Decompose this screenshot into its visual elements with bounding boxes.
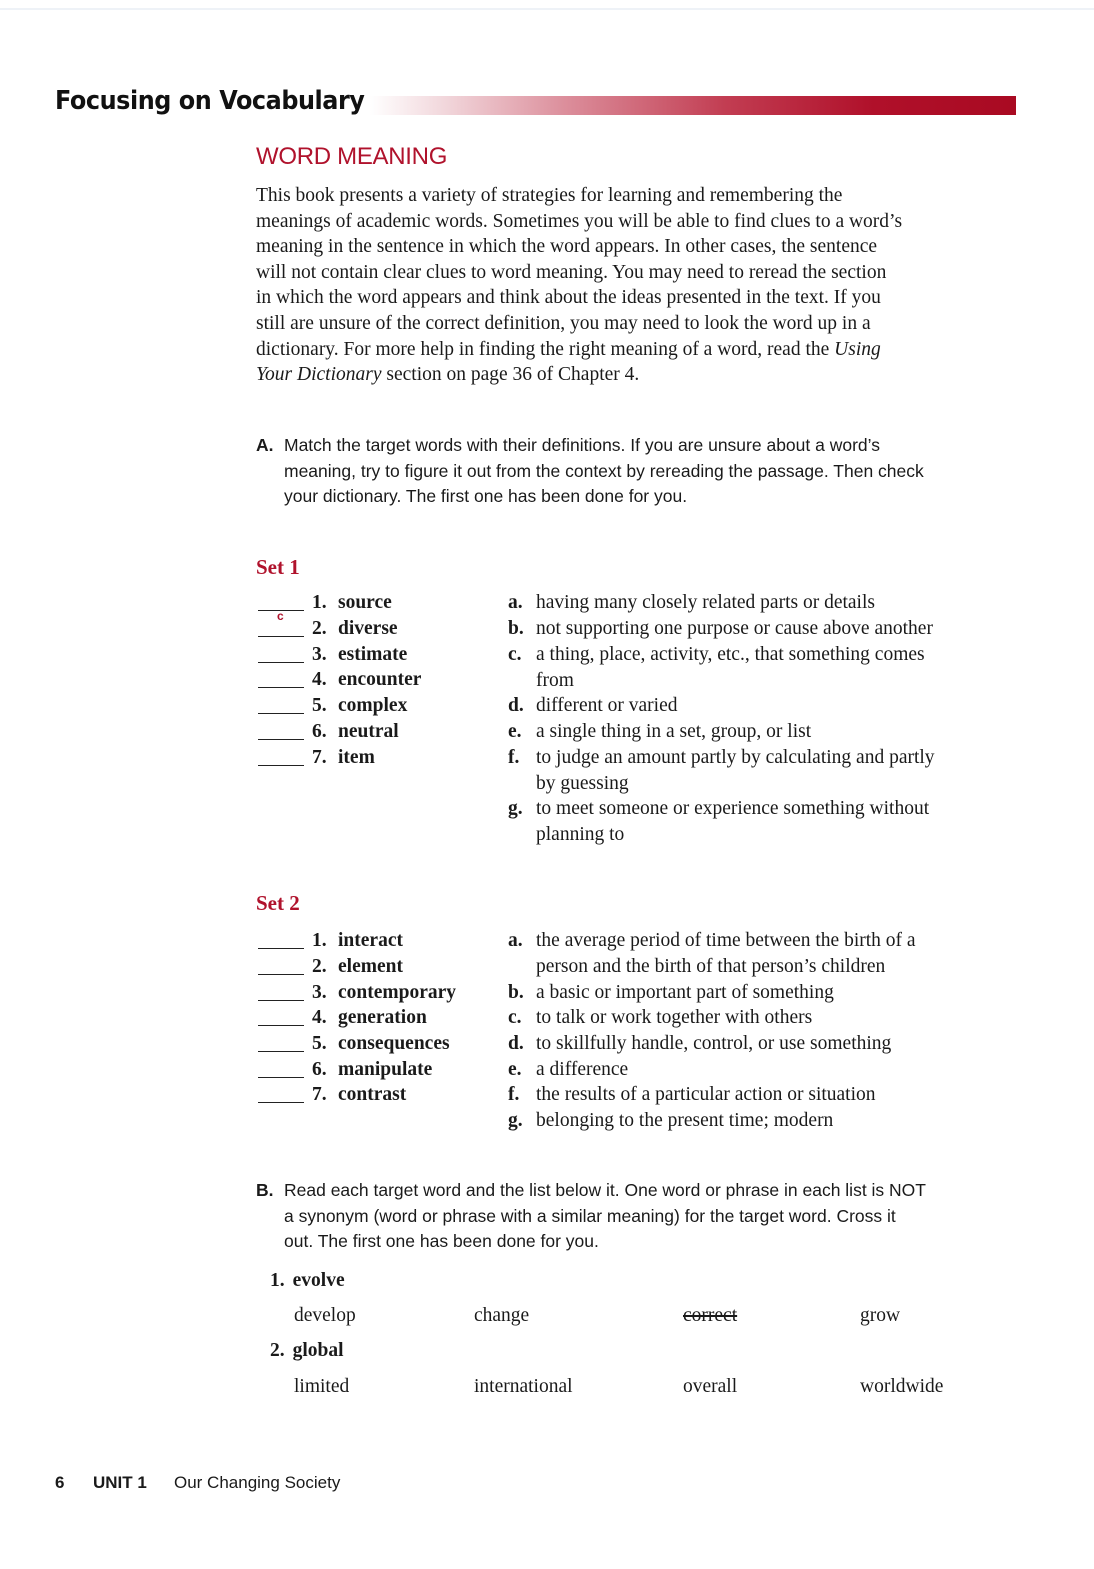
- definition-item: [508, 1082, 1028, 1108]
- synonym-number: 1.: [270, 1270, 285, 1291]
- word-number: 7.: [312, 1084, 327, 1105]
- intro-italic-text: Using: [834, 338, 881, 360]
- definition-text: a thing, place, activity, etc., that something comes: [536, 644, 925, 665]
- subheading: WORD MEANING: [256, 143, 448, 170]
- definition-text: to judge an amount partly by calculating and partly: [536, 747, 935, 768]
- word-number: 5.: [312, 1033, 327, 1054]
- target-word: source: [338, 592, 392, 613]
- synonym-target-word: global: [292, 1340, 344, 1361]
- instruction-line: meaning, try to figure it out from the context by rereading the passage. Then check: [284, 460, 924, 481]
- instruction-line: Read each target word and the list below it. One word or phrase in each list is NOT: [284, 1180, 926, 1200]
- synonym-option[interactable]: worldwide: [860, 1376, 944, 1397]
- synonym-option[interactable]: international: [474, 1376, 573, 1397]
- word-number: 6.: [312, 1059, 327, 1080]
- match-word-row: [256, 590, 506, 623]
- exercise-letter: A.: [256, 435, 274, 455]
- page-footer: [55, 1473, 341, 1493]
- heading-gradient-bar: [370, 96, 1016, 115]
- match-word-row: [256, 719, 506, 745]
- answer-blank[interactable]: [258, 1025, 304, 1026]
- page-number: 6: [55, 1473, 65, 1492]
- target-word: item: [338, 747, 375, 768]
- synonym-option[interactable]: overall: [683, 1376, 738, 1397]
- definition-item: [508, 693, 1028, 719]
- target-word: estimate: [338, 644, 408, 665]
- set-2-title: Set 2: [256, 891, 300, 915]
- word-number: 5.: [312, 695, 327, 716]
- unit-label: UNIT 1: [93, 1473, 147, 1492]
- definition-text: belonging to the present time; modern: [536, 1110, 834, 1131]
- definition-text: the average period of time between the birth of a: [536, 930, 916, 951]
- definition-item: [508, 745, 1028, 797]
- definition-letter: b.: [508, 982, 524, 1003]
- definition-text: person and the birth of that person’s children: [536, 955, 886, 977]
- synonym-option[interactable]: grow: [860, 1305, 901, 1326]
- definition-text: a single thing in a set, group, or list: [536, 721, 812, 742]
- unit-title: Our Changing Society: [174, 1473, 341, 1492]
- instruction-line: Match the target words with their definitions. If you are unsure about a word’s: [284, 435, 880, 455]
- word-number: 3.: [312, 982, 327, 1003]
- intro-line: This book presents a variety of strategies for learning and remembering the: [256, 185, 843, 206]
- definition-item: [508, 1031, 1028, 1057]
- intro-paragraph: [256, 183, 1026, 388]
- answer-blank[interactable]: [258, 1077, 304, 1078]
- answer-blank[interactable]: [258, 713, 304, 714]
- definition-text: planning to: [536, 823, 625, 845]
- definition-text: a basic or important part of something: [536, 982, 834, 1003]
- definition-item: [508, 1108, 1028, 1134]
- intro-italic-text: Your Dictionary: [256, 364, 382, 386]
- definition-text: to talk or work together with others: [536, 1007, 813, 1028]
- definition-item: [508, 1005, 1028, 1031]
- target-word: complex: [338, 695, 408, 716]
- section-heading: Focusing on Vocabulary: [55, 86, 365, 116]
- answer-blank[interactable]: [258, 1000, 304, 1001]
- synonym-target: [270, 1338, 344, 1364]
- target-word: neutral: [338, 721, 399, 742]
- match-word-row: [256, 1031, 506, 1057]
- definition-item: [508, 1057, 1028, 1083]
- definition-letter: c.: [508, 1007, 522, 1028]
- synonym-option-crossed-out[interactable]: correct: [683, 1305, 738, 1326]
- instruction-line: a synonym (word or phrase with a similar meaning) for the target word. Cross it: [284, 1205, 896, 1226]
- synonym-option[interactable]: change: [474, 1305, 530, 1326]
- definition-text: not supporting one purpose or cause above another: [536, 618, 933, 639]
- definition-letter: g.: [508, 1110, 523, 1131]
- synonym-option[interactable]: limited: [294, 1376, 350, 1397]
- definition-letter: d.: [508, 1033, 524, 1054]
- answer-text: c: [277, 609, 284, 623]
- intro-line: in which the word appears and think about the ideas presented in the text. If you: [256, 287, 881, 309]
- definition-letter: a.: [508, 930, 523, 951]
- intro-line: still are unsure of the correct definition, you may need to look the word up in a: [256, 312, 871, 334]
- target-word: manipulate: [338, 1059, 433, 1080]
- definition-text: from: [536, 669, 574, 691]
- definition-text: different or varied: [536, 695, 678, 716]
- answer-blank[interactable]: [258, 687, 304, 688]
- match-word-row: [256, 928, 506, 954]
- synonym-number: 2.: [270, 1340, 285, 1361]
- definition-item: [508, 616, 1028, 642]
- definition-letter: d.: [508, 695, 524, 716]
- definition-letter: g.: [508, 798, 523, 819]
- word-number: 4.: [312, 1007, 327, 1028]
- synonym-target-word: evolve: [292, 1270, 345, 1291]
- intro-line: meaning in the sentence in which the word appears. In other cases, the sentence: [256, 236, 878, 258]
- match-word-row: [256, 1082, 506, 1108]
- definition-text: by guessing: [536, 772, 629, 794]
- definition-text: a difference: [536, 1059, 629, 1080]
- word-number: 2.: [312, 618, 327, 639]
- answer-blank[interactable]: [258, 636, 304, 637]
- answer-blank[interactable]: [258, 765, 304, 766]
- answer-blank[interactable]: [258, 974, 304, 975]
- target-word: encounter: [338, 669, 422, 690]
- answer-blank[interactable]: [258, 662, 304, 663]
- definition-text: to meet someone or experience something without: [536, 798, 930, 819]
- synonym-option[interactable]: develop: [294, 1305, 356, 1326]
- definition-item: [508, 642, 1028, 694]
- match-word-row: [256, 1005, 506, 1031]
- target-word: generation: [338, 1007, 427, 1028]
- instruction-line: out. The first one has been done for you.: [284, 1231, 599, 1251]
- definition-letter: a.: [508, 592, 523, 613]
- intro-line: meanings of academic words. Sometimes you will be able to find clues to a word’s: [256, 210, 903, 232]
- exercise-letter: B.: [256, 1180, 274, 1200]
- definition-letter: f.: [508, 1084, 520, 1105]
- word-number: 2.: [312, 956, 327, 977]
- match-word-row: [256, 1057, 506, 1083]
- definition-letter: f.: [508, 747, 520, 768]
- intro-line-text: dictionary. For more help in finding the right meaning of a word, read the: [256, 338, 830, 360]
- match-word-row: [256, 745, 506, 771]
- target-word: interact: [338, 930, 403, 951]
- intro-line: will not contain clear clues to word meaning. You may need to reread the section: [256, 261, 887, 283]
- target-word: diverse: [338, 618, 398, 639]
- set-1-title: Set 1: [256, 555, 300, 579]
- word-number: 6.: [312, 721, 327, 742]
- target-word: element: [338, 956, 403, 977]
- answer-blank[interactable]: [258, 739, 304, 740]
- definition-letter: e.: [508, 1059, 522, 1080]
- target-word: contrast: [338, 1084, 407, 1105]
- definition-item: [508, 928, 1028, 980]
- definition-letter: c.: [508, 644, 522, 665]
- intro-line: [256, 337, 1026, 363]
- exercise-b-instructions: [256, 1178, 1036, 1255]
- definition-letter: e.: [508, 721, 522, 742]
- instruction-line: your dictionary. The first one has been done for you.: [284, 486, 688, 506]
- word-number: 1.: [312, 592, 327, 613]
- synonym-target: [270, 1268, 345, 1294]
- definition-text: the results of a particular action or situation: [536, 1084, 876, 1105]
- word-number: 3.: [312, 644, 327, 665]
- target-word: contemporary: [338, 982, 457, 1003]
- match-word-row: [256, 642, 506, 668]
- definition-text: to skillfully handle, control, or use something: [536, 1033, 892, 1054]
- match-word-row: [256, 693, 506, 719]
- definition-letter: b.: [508, 618, 524, 639]
- definition-item: [508, 590, 1028, 616]
- definition-item: [508, 796, 1028, 848]
- exercise-a-instructions: [256, 433, 1036, 510]
- answer-blank[interactable]: [258, 948, 304, 949]
- match-word-row: [256, 667, 506, 693]
- word-number: 4.: [312, 669, 327, 690]
- definition-text: having many closely related parts or details: [536, 592, 875, 613]
- intro-line-text: section on page 36 of Chapter 4.: [386, 364, 640, 386]
- top-divider: [0, 8, 1094, 10]
- match-word-row: [256, 980, 506, 1006]
- word-number: 7.: [312, 747, 327, 768]
- answer-blank[interactable]: [258, 1051, 304, 1052]
- word-number: 1.: [312, 930, 327, 951]
- definition-item: [508, 719, 1028, 745]
- match-word-row: [256, 616, 506, 642]
- intro-line: [256, 362, 1026, 388]
- target-word: consequences: [338, 1033, 450, 1054]
- answer-blank[interactable]: [258, 1102, 304, 1103]
- definition-item: [508, 980, 1028, 1006]
- match-word-row: [256, 954, 506, 980]
- answer-blank[interactable]: [258, 609, 304, 623]
